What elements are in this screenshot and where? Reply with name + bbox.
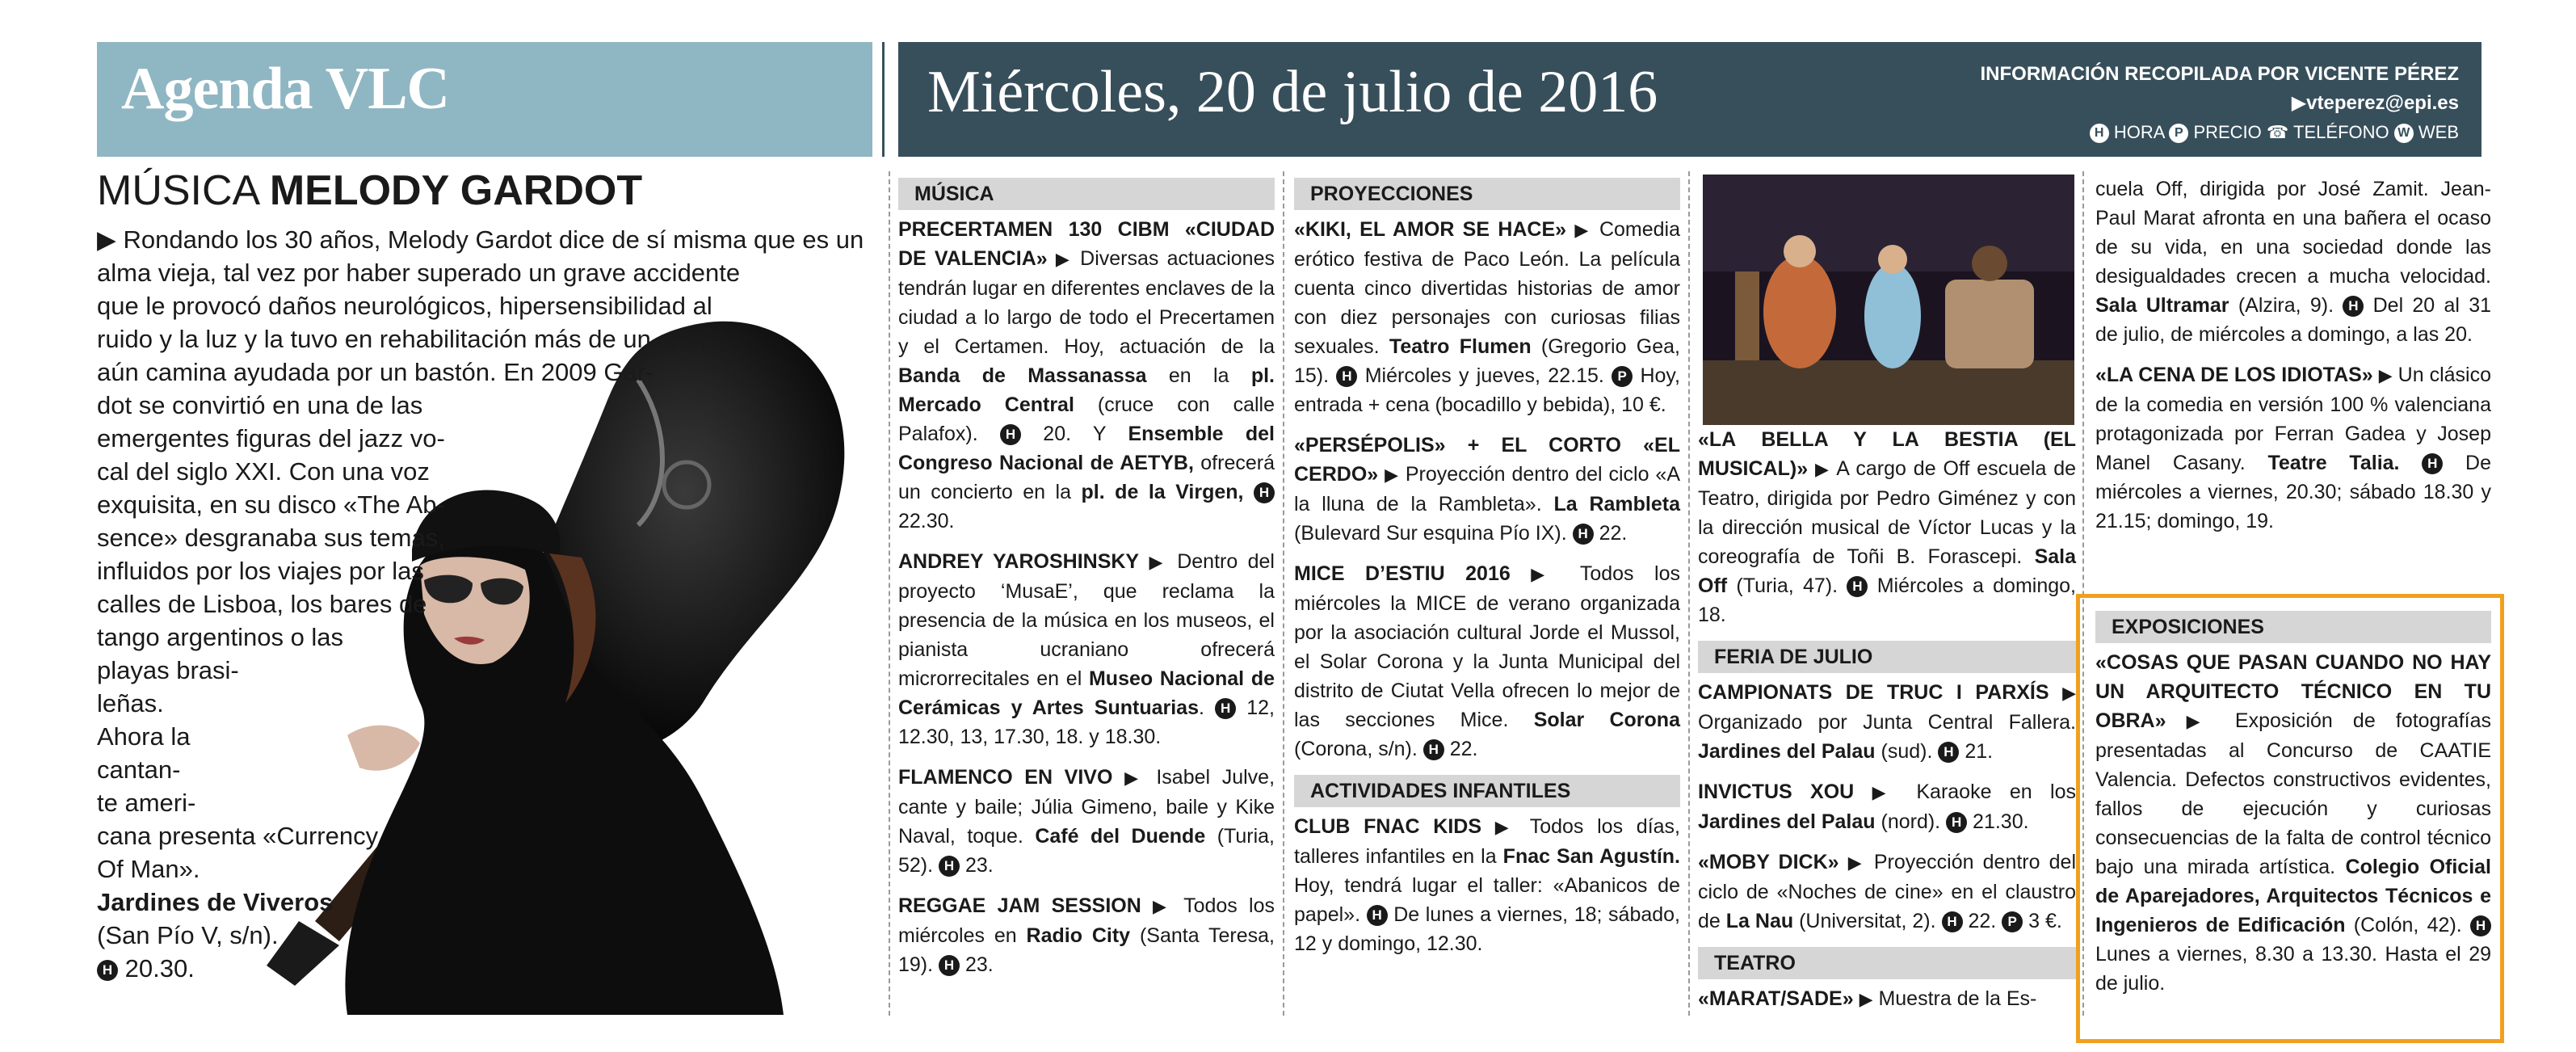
hour-icon: H (1938, 742, 1959, 763)
listing-venue: Museo Nacional de Cerámicas y Artes Suntuarias (898, 667, 1275, 719)
feature-line: ruido y la luz y la tuvo en rehabilitación más de un año, (97, 325, 707, 353)
listing-entry: PRECERTAMEN 130 CIBM «CIUDAD DE VALENCIA» ▶ Diversas actuaciones tendrán lugar en diferentes enclaves de la ciudad a lo largo de todo el Precertamen y el Certamen. Hoy, actuación de la Banda de Massanassa en la pl. Mercado Central (cruce con calle Palafox). H 20. Y Ensemble del Congreso Nacional de AETYB, ofrecerá un concierto en la pl. de la Virgen, H 22.30. (898, 218, 1275, 532)
listing-venue: pl. Mercado Central (898, 364, 1275, 416)
listing-entry: CLUB FNAC KIDS ▶ Todos los días, talleres infantiles en la Fnac San Agustín. Hoy, tendrá lugar el taller: «Abanicos de papel». H De lunes a viernes, 18; sábado, 12 y domingo, 12.30. (1294, 815, 1680, 955)
listing-entry: FLAMENCO EN VIVO ▶ Isabel Julve, cante y baile; Júlia Gimeno, baile y Kike Naval, toque. Café del Duende (Turia, 52). H 23. (898, 766, 1275, 877)
feature-line: Ahora la (97, 722, 191, 751)
listing-text: (Corona, s/n). (1294, 738, 1418, 760)
section-header-music: MÚSICA (898, 178, 1275, 210)
listing-title: «MOBY DICK» (1698, 851, 1839, 873)
listing-time: Del 20 al 31 de julio, de miércoles a domingo, a las 20. (2095, 294, 2492, 346)
price-icon: P (2169, 124, 2188, 143)
section-header-theatre: TEATRO (1698, 947, 2076, 979)
listing-title: «LA CENA DE LOS IDIOTAS» (2095, 364, 2373, 386)
column-continued (2095, 175, 2491, 547)
symbol-legend (1981, 118, 2459, 147)
listing-text: Karaoke en los (1916, 781, 2077, 803)
section-header-kids: ACTIVIDADES INFANTILES (1294, 775, 1680, 807)
listing-text: Todos los miércoles en (898, 894, 1275, 947)
listing-text: A cargo de Off escuela de Teatro, dirigida por Pedro Giménez y con la dirección musical de Víctor Lucas y la coreografía de Toñi B. Forascepi. (1698, 457, 2076, 568)
column-music (898, 175, 1275, 991)
hour-icon: H (1254, 482, 1275, 503)
listing-entry: «MARAT/SADE» ▶ Muestra de la Es- (1698, 987, 2037, 1010)
listing-venue: Solar Corona (1533, 709, 1680, 731)
feature-line: exquisita, en su disco «The Ab- (97, 490, 445, 519)
listing-text: cuela Off, dirigida por José Zamit. Jean-Paul Marat afronta en una bañera el ocaso de su vida, en una sociedad donde las desigualdades crecen a mucha velocidad. (2095, 178, 2491, 288)
listing-text: Exposición de fotografías presentadas al Concurso de CAATIE Valencia. Defectos constructivos evidentes, fallos de ejecución y curiosas consecuencias de la falta de control técnico bajo una mirada artística. (2095, 709, 2492, 878)
listing-venue: Teatro Flumen (1389, 335, 1532, 358)
listing-text: Todos los días, talleres infantiles en la (1294, 815, 1680, 868)
listing-price: Hoy, entrada + cena (bocadillo y bebida), 10 €. (1294, 364, 1681, 416)
listing-venue: pl. de la Virgen, (1081, 481, 1244, 503)
listing-text: en la (1168, 364, 1229, 387)
feature-article (97, 223, 872, 985)
feature-line: ▶ Rondando los 30 años, Melody Gardot dice de sí misma que es un (97, 225, 864, 254)
listing-venue: Sala Ultramar (2095, 294, 2229, 317)
web-icon: W (2394, 124, 2414, 143)
hour-icon: H (1336, 366, 1357, 387)
listing-text: (nord). (1881, 810, 1941, 833)
hour-icon: H (939, 955, 960, 976)
listing-venue: La Nau (1725, 910, 1794, 932)
feature-artist: MELODY GARDOT (269, 167, 643, 214)
listing-text: (Turia, 47). (1736, 574, 1838, 597)
listing-text: Dentro del proyecto ‘MusaE’, que reclama la presencia de la música en los museos, el pianista ucraniano ofrecerá microrrecitales en el (898, 550, 1275, 690)
hour-icon: H (939, 856, 960, 877)
hour-icon: H (97, 960, 118, 981)
listing-text: Hoy, tendrá lugar el taller: «Abanicos de papel». (1294, 874, 1680, 926)
listing-time: Miércoles y jueves, 22.15. (1364, 364, 1604, 387)
listing-entry: INVICTUS XOU ▶ Karaoke en los Jardines del Palau (nord). H 21.30. (1698, 781, 2077, 833)
listing-time: 23. (965, 854, 994, 877)
column-theatre-fair (1698, 425, 2076, 1025)
hour-icon: H (1946, 812, 1967, 833)
section-header-fair: FERIA DE JULIO (1698, 641, 2076, 673)
hour-icon: H (2090, 124, 2109, 143)
listing-entry: ANDREY YAROSHINSKY ▶ Dentro del proyecto ‘MusaE’, que reclama la presencia de la música en los museos, el pianista ucraniano ofrecerá microrrecitales en el Museo Nacional de Cerámicas y Artes Suntuarias. H 12, 12.30, 13, 17.30, 18. y 18.30. (898, 550, 1275, 748)
feature-title (97, 166, 642, 215)
listing-title: REGGAE JAM SESSION (898, 894, 1141, 917)
feature-line: Of Man». (97, 855, 200, 883)
hour-icon: H (1423, 739, 1444, 760)
listing-title: «MARAT/SADE» (1698, 987, 1854, 1010)
listing-text: (Gregorio Gea, 15). (1294, 335, 1680, 387)
listing-time: 22. (1599, 522, 1628, 545)
listing-venue: Banda de Massanassa (898, 364, 1147, 387)
column-rule (1283, 171, 1284, 1016)
listing-venue: Radio City (1026, 924, 1131, 947)
listing-entry: «PERSÉPOLIS» + EL CORTO «EL CERDO» ▶ Proyección dentro del ciclo «A la lluna de la Rambleta». La Rambleta (Bulevard Sur esquina Pío IX). H 22. (1294, 434, 1680, 545)
listing-entry: «KIKI, EL AMOR SE HACE» ▶ Comedia erótico festiva de Paco León. La película cuenta cinco divertidas historias de amor con diez personajes con curiosas filias sexuales. Teatro Flumen (Gregorio Gea, 15). H Miércoles y jueves, 22.15. P Hoy, entrada + cena (bocadillo y bebida), 10 €. (1294, 218, 1681, 416)
theatre-photo (1703, 175, 2074, 425)
listing-text: (Turia, 52). (898, 825, 1275, 877)
feature-category: MÚSICA (97, 167, 258, 214)
hour-icon: H (1847, 576, 1868, 597)
listing-entry: MICE D’ESTIU 2016 ▶ Todos los miércoles la MICE de verano organizada por la asociación cultural Jorde el Mussol, el Solar Corona y la Junta Municipal del distrito de Ciutat Vella ofrecen lo mejor de las secciones Mice. Solar Corona (Corona, s/n). H 22. (1294, 562, 1680, 760)
listing-text: Un clásico de la comedia en versión 100 % valenciana protagonizada por Ferran Gadea y Josep Manel Casany. (2095, 364, 2491, 474)
listing-text: Proyección dentro del ciclo de «Noches de cine» en el claustro de (1698, 851, 2076, 932)
listing-text: (Bulevard Sur esquina Pío IX). (1294, 522, 1567, 545)
section-banner (97, 42, 872, 157)
feature-line: alma vieja, tal vez por haber superado un grave accidente (97, 259, 741, 287)
feature-time (97, 952, 872, 985)
feature-line: tango argentinos o las (97, 623, 344, 651)
listing-text: Organizado por Junta Central Fallera. (1698, 711, 2076, 734)
hour-icon: H (2470, 915, 2491, 936)
listing-price: 3 €. (2028, 910, 2062, 932)
date-banner (898, 42, 2481, 157)
feature-line: te ameri- (97, 789, 196, 817)
column-rule (889, 171, 890, 1016)
listing-title: PRECERTAMEN 130 CIBM «CIUDAD DE VALENCIA» (898, 218, 1275, 270)
price-icon: P (1612, 366, 1633, 387)
legend-phone-label: TELÉFONO (2293, 122, 2389, 142)
listing-time: 23. (965, 953, 994, 976)
legend-hour-label: HORA (2113, 122, 2165, 142)
credit-line: INFORMACIÓN RECOPILADA POR VICENTE PÉREZ (1980, 63, 2459, 85)
listing-title: ANDREY YAROSHINSKY (898, 550, 1140, 573)
listing-time: 22. (1968, 910, 1997, 932)
hour-icon: H (2422, 453, 2443, 474)
feature-line: que le provocó daños neurológicos, hipersensibilidad al (97, 292, 712, 320)
listing-entry: «LA CENA DE LOS IDIOTAS» ▶ Un clásico de la comedia en versión 100 % valenciana protagonizada por Ferran Gadea y Josep Manel Casany. Teatre Talia. H De miércoles a viernes, 20.30; sábado 18.30 y 21.15; domingo, 19. (2095, 364, 2491, 532)
listing-text: Diversas actuaciones tendrán lugar en diferentes enclaves de la ciudad a lo largo de todo el Precertamen y el Certamen. Hoy, actuación de la (898, 247, 1275, 358)
listing-time: 22. (1449, 738, 1478, 760)
listing-text: (Universitat, 2). (1799, 910, 1936, 932)
hour-icon: H (1573, 524, 1594, 545)
header-divider (882, 42, 885, 157)
listing-venue: Jardines del Palau (1698, 810, 1876, 833)
listing-text: (Santa Teresa, 19). (898, 924, 1275, 976)
listing-venue: La Rambleta (1553, 493, 1680, 515)
feature-line: cantan- (97, 755, 181, 784)
listing-text: Comedia erótico festiva de Paco León. La película cuenta cinco divertidas historias de amor con diez personajes con curiosas filias sexuales. (1294, 218, 1680, 358)
listing-time: 12, 12.30, 13, 17.30, 18. y 18.30. (898, 696, 1275, 748)
price-icon: P (2002, 911, 2023, 932)
section-header-exhibitions: EXPOSICIONES (2095, 611, 2491, 643)
credit-block (1981, 60, 2459, 147)
listing-text: (cruce con calle Palafox). (898, 393, 1275, 445)
listing-time: De miércoles a viernes, 20.30; sábado 18.30 y 21.15; domingo, 19. (2095, 452, 2491, 532)
listing-text: (Alzira, 9). (2238, 294, 2334, 317)
listing-entry: «MOBY DICK» ▶ Proyección dentro del ciclo de «Noches de cine» en el claustro de La Nau (Universitat, 2). H 22. P 3 €. (1698, 851, 2076, 932)
column-exhibitions (2095, 608, 2491, 1009)
listing-text: Isabel Julve, cante y baile; Júlia Gimeno, baile y Kike Naval, toque. (898, 766, 1275, 848)
listing-time: 21.30. (1973, 810, 2029, 833)
listing-venue: Café del Duende (1035, 825, 1206, 848)
feature-line: cal del siglo XXI. Con una voz (97, 457, 430, 486)
hour-icon: H (2343, 296, 2364, 317)
feature-line: cana presenta «Currency (97, 822, 379, 850)
listing-time: 22.30. (898, 510, 955, 532)
listing-title: CLUB FNAC KIDS (1294, 815, 1482, 838)
listing-entry: CAMPIONATS DE TRUC I PARXÍS ▶ Organizado por Junta Central Fallera. Jardines del Palau (sud). H 21. (1698, 681, 2076, 763)
phone-icon: ☎ (2266, 122, 2289, 142)
feature-line: leñas. (97, 689, 164, 717)
feature-line: sence» desgranaba sus temas, (97, 524, 445, 552)
listing-venue: Teatre Talia. (2267, 452, 2400, 474)
listing-time: Miércoles a domingo, 18. (1698, 574, 2076, 626)
listing-time: Lunes a viernes, 8.30 a 13.30. Hasta el 29 de julio. (2095, 943, 2491, 995)
listing-venue: Ensemble del Congreso Nacional de AETYB, (898, 423, 1275, 474)
listing-text: (Colón, 42). (2353, 914, 2462, 936)
listing-venue: Jardines del Palau (1698, 740, 1876, 763)
hour-icon: H (1000, 424, 1021, 445)
legend-web-label: WEB (2418, 122, 2459, 142)
feature-venue: Jardines de Viveros (97, 888, 334, 916)
listing-text: ofrecerá un concierto en la (898, 452, 1275, 503)
listing-text: (sud). (1881, 740, 1933, 763)
listing-title: «COSAS QUE PASAN CUANDO NO HAY UN ARQUITECTO TÉCNICO EN TU OBRA» (2095, 651, 2491, 732)
feature-line: influidos por los viajes por las (97, 557, 424, 585)
listing-venue: Colegio Oficial de Aparejadores, Arquitectos Técnicos e Ingenieros de Edificación (2095, 856, 2492, 936)
listing-text: . (1199, 696, 1204, 719)
column-screenings (1294, 175, 1680, 970)
listing-text: Todos los miércoles la MICE de verano organizada por la asociación cultural Jorde el Mussol, el Solar Corona y la Junta Municipal del distrito de Ciutat Vella ofrecen lo mejor de las secciones Mice. (1294, 562, 1680, 731)
section-header-screenings: PROYECCIONES (1294, 178, 1680, 210)
feature-line: emergentes figuras del jazz vo- (97, 424, 445, 452)
listing-text: Muestra de la Es- (1878, 987, 2037, 1010)
listing-venue: Fnac San Agustín. (1502, 845, 1680, 868)
listing-time: De lunes a viernes, 18; sábado, 12 y domingo, 12.30. (1294, 903, 1680, 955)
feature-line: aún camina ayudada por un bastón. En 2009 Gar- (97, 358, 654, 386)
feature-address: (San Pío V, s/n). (97, 921, 279, 949)
feature-line: dot se convirtió en una de las (97, 391, 423, 419)
page-date: Miércoles, 20 de julio de 2016 (927, 59, 1658, 125)
listing-entry: «COSAS QUE PASAN CUANDO NO HAY UN ARQUITECTO TÉCNICO EN TU OBRA» ▶ Exposición de fotografías presentadas al Concurso de CAATIE Valencia. Defectos constructivos evidentes, fallos de ejecución y curiosas consecuencias de la falta de control técnico bajo una mirada artística. Colegio Oficial de Aparejadores, Arquitectos Técnicos e Ingenieros de Edificación (Colón, 42). H Lunes a viernes, 8.30 a 13.30. Hasta el 29 de julio. (2095, 651, 2492, 995)
legend-price-label: PRECIO (2193, 122, 2262, 142)
feature-line: calles de Lisboa, los bares de (97, 590, 427, 618)
listing-title: MICE D’ESTIU 2016 (1294, 562, 1511, 585)
listing-time: 21. (1965, 740, 1994, 763)
feature-time-value: 20.30. (124, 954, 195, 983)
listing-entry: «LA BELLA Y LA BESTIA (EL MUSICAL)» ▶ A cargo de Off escuela de Teatro, dirigida por Pedro Giménez y con la dirección musical de Víctor Lucas y la coreografía de Toñi B. Forascepi. Sala Off (Turia, 47). H Miércoles a domingo, 18. (1698, 428, 2076, 626)
listing-title: CAMPIONATS DE TRUC I PARXÍS (1698, 681, 2049, 704)
listing-title: INVICTUS XOU (1698, 781, 1855, 803)
listing-title: «PERSÉPOLIS» + EL CORTO «EL CERDO» (1294, 434, 1680, 486)
listing-title: FLAMENCO EN VIVO (898, 766, 1113, 789)
brand-title: Agenda VLC (121, 56, 449, 122)
hour-icon: H (1942, 911, 1963, 932)
listing-text: Proyección dentro del ciclo «A la lluna de la Rambleta». (1294, 463, 1680, 515)
email-link[interactable]: ▶vteperez@epi.es (2291, 92, 2459, 114)
listing-text: 20. Y (1043, 423, 1107, 445)
hour-icon: H (1215, 698, 1236, 719)
listing-venue: Sala Off (1698, 545, 2076, 597)
feature-line: playas brasi- (97, 656, 239, 684)
listing-title: «LA BELLA Y LA BESTIA (EL MUSICAL)» (1698, 428, 2076, 480)
listing-entry (2095, 175, 2491, 349)
column-rule (1688, 171, 1690, 1016)
listing-title: «KIKI, EL AMOR SE HACE» (1294, 218, 1567, 241)
listing-entry: REGGAE JAM SESSION ▶ Todos los miércoles en Radio City (Santa Teresa, 19). H 23. (898, 894, 1275, 976)
hour-icon: H (1367, 905, 1388, 926)
